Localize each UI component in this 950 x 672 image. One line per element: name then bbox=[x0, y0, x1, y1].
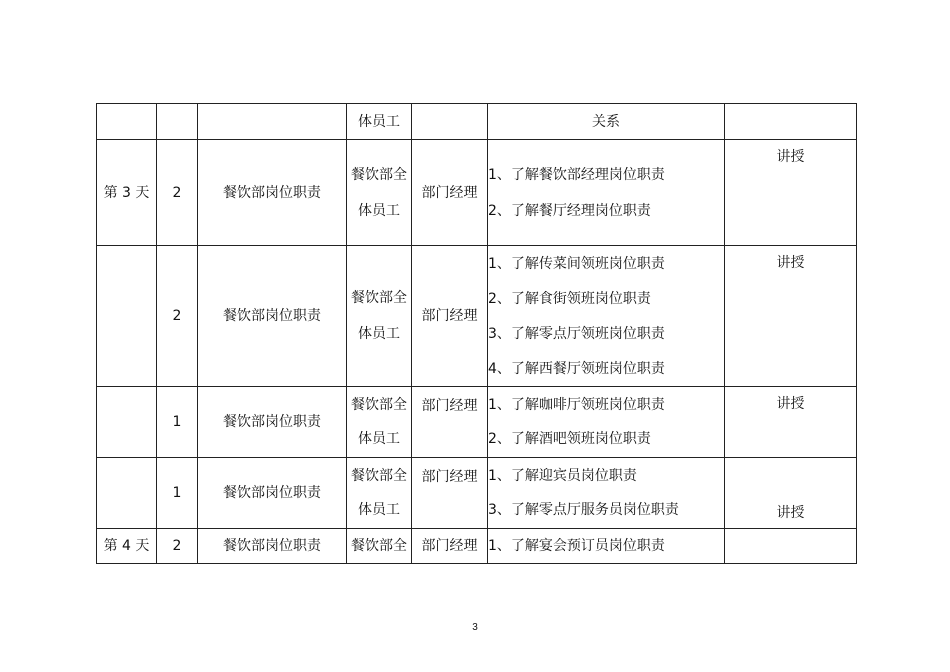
participants-line: 餐饮部全 bbox=[351, 397, 407, 413]
method-cell bbox=[725, 104, 857, 140]
content-item: 2、了解食街领班岗位职责 bbox=[488, 290, 651, 307]
trainer-cell bbox=[412, 458, 488, 529]
content-cell bbox=[488, 246, 725, 387]
participants-cell bbox=[347, 458, 412, 529]
hours-cell: 1 bbox=[157, 387, 198, 458]
participants-cell bbox=[347, 140, 412, 246]
topic-cell: 餐饮部岗位职责 bbox=[198, 387, 347, 458]
participants-cell bbox=[347, 387, 412, 458]
trainer-cell bbox=[412, 104, 488, 140]
method-cell: 讲授 bbox=[725, 246, 857, 387]
content-item: 1、了解传菜间领班岗位职责 bbox=[488, 255, 665, 272]
content-item: 2、了解酒吧领班岗位职责 bbox=[488, 431, 651, 447]
topic-cell: 餐饮部岗位职责 bbox=[198, 529, 347, 564]
content-item: 1、了解咖啡厅领班岗位职责 bbox=[488, 397, 665, 413]
method-cell bbox=[725, 529, 857, 564]
hours-cell: 2 bbox=[157, 246, 198, 387]
hours-cell: 2 bbox=[157, 529, 198, 564]
content-item: 2、了解餐厅经理岗位职责 bbox=[488, 202, 651, 219]
content-item: 1、了解餐饮部经理岗位职责 bbox=[488, 166, 665, 183]
trainer-cell: 部门经理 bbox=[412, 529, 488, 564]
trainer-label: 部门经理 bbox=[421, 398, 478, 414]
training-schedule-table bbox=[96, 103, 857, 564]
participants-cell: 体员工 bbox=[347, 104, 412, 140]
topic-cell: 餐饮部岗位职责 bbox=[198, 458, 347, 529]
participants-line: 体员工 bbox=[358, 326, 400, 342]
day-cell bbox=[97, 458, 157, 529]
content-item: 1、了解迎宾员岗位职责 bbox=[488, 468, 637, 484]
participants-line: 体员工 bbox=[358, 202, 400, 219]
table-row bbox=[97, 458, 857, 529]
topic-cell: 餐饮部岗位职责 bbox=[198, 246, 347, 387]
day-cell bbox=[97, 104, 157, 140]
content-cell: 关系 bbox=[488, 104, 725, 140]
content-item: 3、了解零点厅服务员岗位职责 bbox=[488, 502, 679, 518]
content-cell bbox=[488, 140, 725, 246]
topic-cell: 餐饮部岗位职责 bbox=[198, 140, 347, 246]
day-cell: 第 4 天 bbox=[97, 529, 157, 564]
table-row bbox=[97, 140, 857, 246]
table-row bbox=[97, 104, 857, 140]
table-row bbox=[97, 246, 857, 387]
content-item: 3、了解零点厅领班岗位职责 bbox=[488, 325, 665, 342]
participants-line: 体员工 bbox=[358, 502, 400, 518]
day-cell: 第 3 天 bbox=[97, 140, 157, 246]
hours-cell bbox=[157, 104, 198, 140]
participants-line: 餐饮部全 bbox=[351, 290, 407, 306]
hours-cell: 2 bbox=[157, 140, 198, 246]
trainer-cell: 部门经理 bbox=[412, 246, 488, 387]
topic-cell bbox=[198, 104, 347, 140]
trainer-cell bbox=[412, 387, 488, 458]
participants-cell bbox=[347, 246, 412, 387]
method-cell: 讲授 bbox=[725, 458, 857, 529]
content-item: 4、了解西餐厅领班岗位职责 bbox=[488, 360, 665, 377]
trainer-label: 部门经理 bbox=[421, 469, 478, 485]
participants-cell: 餐饮部全 bbox=[347, 529, 412, 564]
trainer-cell: 部门经理 bbox=[412, 140, 488, 246]
content-cell: 1、了解宴会预订员岗位职责 bbox=[488, 529, 725, 564]
page-number: 3 bbox=[472, 622, 478, 633]
day-cell bbox=[97, 387, 157, 458]
participants-line: 餐饮部全 bbox=[351, 468, 407, 484]
table-row bbox=[97, 387, 857, 458]
method-cell: 讲授 bbox=[725, 140, 857, 246]
content-cell bbox=[488, 387, 725, 458]
table-row bbox=[97, 529, 857, 564]
day-cell bbox=[97, 246, 157, 387]
participants-line: 体员工 bbox=[358, 431, 400, 447]
hours-cell: 1 bbox=[157, 458, 198, 529]
participants-line: 餐饮部全 bbox=[351, 166, 407, 183]
method-cell: 讲授 bbox=[725, 387, 857, 458]
content-cell bbox=[488, 458, 725, 529]
